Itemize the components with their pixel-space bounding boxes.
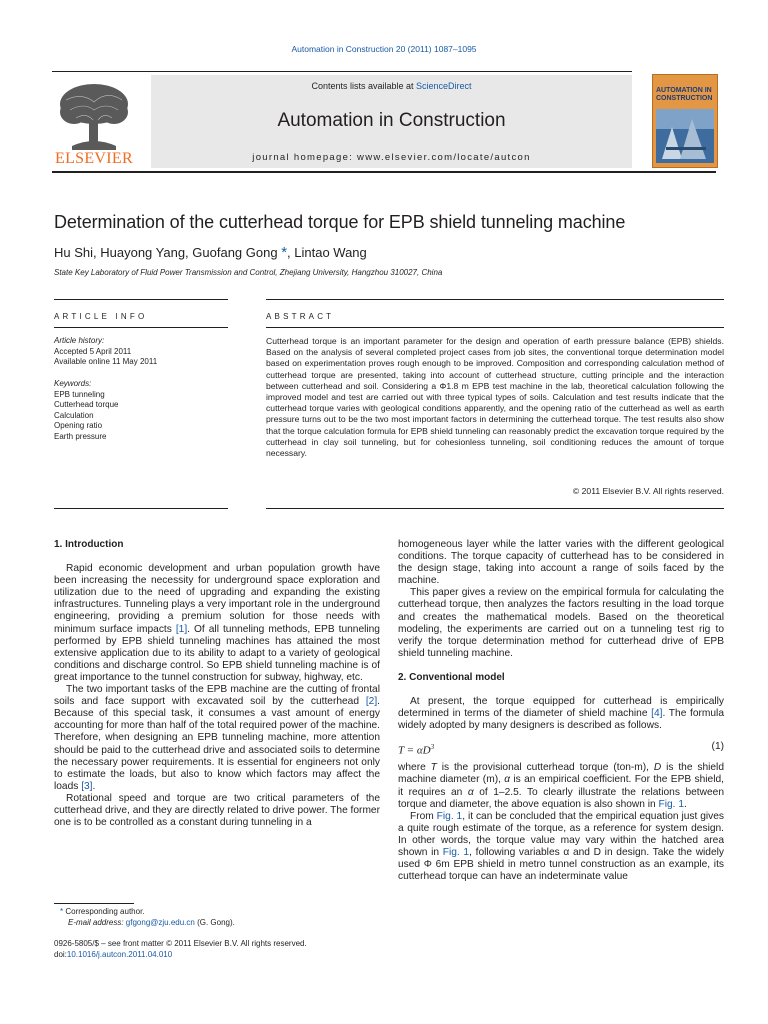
equation-body: T = αD <box>398 744 431 757</box>
abstract-heading: ABSTRACT <box>266 312 335 321</box>
reference-link-3[interactable]: [3] <box>81 780 93 792</box>
paper-title: Determination of the cutterhead torque for EPB shield tunneling machine <box>54 212 626 232</box>
conventional-model-heading: 2. Conventional model <box>398 671 505 683</box>
keyword: EPB tunneling <box>54 389 105 399</box>
symbol-T: T <box>430 762 437 774</box>
abstract-rule-top <box>266 299 724 300</box>
keywords-block <box>54 379 226 442</box>
article-info-rule-top <box>54 299 228 300</box>
text-run: At present, the torque equipped for cutterhead is empirically determined in terms of the diameter of shield machine <box>398 696 724 720</box>
intro-paragraph-3: Rotational speed and torque are two critical parameters of the cutterhead drive, and they are directly related to drive power. The former one is to be controlled as a constant during tunneling in a <box>54 792 380 829</box>
doi-line <box>54 949 454 960</box>
equation-lhs <box>398 741 434 757</box>
text-run: , following variables α and D in design. Take the widely used Φ 6m EPB shield in metro tunnel construction as an example, its cutterhead torque can have an indeterminate value <box>398 846 725 883</box>
elsevier-wordmark: ELSEVIER <box>55 150 133 167</box>
issn-line: 0926-5805/$ – see front matter © 2011 Elsevier B.V. All rights reserved. <box>54 939 307 948</box>
text-run: . Of all tunneling methods, EPB tunneling performed by EPB shield tunneling machines has attained the most extensive application due to its ability to adapt to a variety of geological conditions and discharge control. So EPB shield tunneling machine is of great importance to the tunnel construction for subway, highway, etc. <box>54 623 380 683</box>
reference-link-1[interactable]: [1] <box>175 623 188 635</box>
text-run: , it can be concluded that the empirical equation just gives a quite rough estimate of the torque, as a reference for system design. In other words, the torque value may vary within the hatched area shown in <box>398 810 724 858</box>
article-history <box>54 336 226 368</box>
keywords-label: Keywords: <box>54 379 92 388</box>
abstract-rule-bottom <box>266 508 724 509</box>
affiliation: State Key Laboratory of Fluid Power Transmission and Control, Zhejiang University, Hangzhou 310027, China <box>54 268 443 277</box>
equation-exponent: 3 <box>430 743 435 752</box>
body-right-column <box>398 539 724 883</box>
footnote-rule <box>54 903 134 904</box>
text-run: of 1–2.5. To clearly illustrate the relations between torque and diameter, the above equation is also shown in <box>398 786 724 810</box>
article-info-rule-mid <box>54 327 228 328</box>
figure-link-1[interactable]: Fig. 1 <box>658 798 685 810</box>
keyword: Opening ratio <box>54 421 103 430</box>
cover-image <box>656 109 714 163</box>
symbol-alpha: α <box>467 786 474 798</box>
intro-paragraph-1 <box>54 563 380 684</box>
article-info-rule-bottom <box>54 508 228 509</box>
journal-title: Automation in Construction <box>277 110 506 131</box>
online-date: Available online 11 May 2011 <box>54 357 158 366</box>
text-run: Rapid economic development and urban population growth have been increasing the necessity for underground space exploration and utilization due to the need of upgrading and expanding the existing infrastructures. Tunneling plays a very important role in the underground engineering, providing a premium solution for those needs with minimum surface impacts <box>54 563 380 635</box>
text-run: . <box>684 798 687 810</box>
text-run: . Because of this special task, it consumes a vast amount of energy accounting for more than half of the total required power of the machine. Therefore, when designing an EPB tunneling machine, more attention should be paid to the cutterhead drive and associated soils to determine the necessary power requirements. It is essential for engineers not only to estimate the loads, but also to know which factors may affect the loads <box>54 696 380 792</box>
article-info-heading: ARTICLE INFO <box>54 312 148 321</box>
intro-paragraph-4: This paper gives a review on the empirical formula for calculating the cutterhead torque, then analyzes the factors resulting in the load torque and creates the mathematical models. Based on the theoretical modeling, the experiments are carried out on a tunneling test rig to verify the torque determination method for cutterhead drive of EPB shield tunneling machine. <box>398 587 724 659</box>
figure-link-2[interactable]: Fig. 1 <box>436 810 463 822</box>
footnotes <box>54 906 380 928</box>
symbol-alpha: α <box>504 774 511 786</box>
corresponding-footnote <box>54 906 380 917</box>
footnote-mark: * <box>60 907 64 916</box>
author-list <box>54 244 367 261</box>
abstract-rule-mid <box>266 327 724 328</box>
model-paragraph-2 <box>398 762 724 810</box>
authors-part-2: , Lintao Wang <box>287 245 367 260</box>
text-run: is the provisional cutterhead torque (ton-m), <box>436 762 654 774</box>
model-paragraph-1 <box>398 696 724 732</box>
header-rule-top <box>52 71 632 72</box>
email-link[interactable]: gfgong@zju.edu.cn <box>125 918 195 927</box>
journal-cover-thumbnail[interactable] <box>652 74 718 168</box>
introduction-heading: 1. Introduction <box>54 539 124 550</box>
equation-number: (1) <box>711 741 724 753</box>
text-run: The two important tasks of the EPB machine are the cutting of frontal soils and face support with excavated soil by the cutterhead <box>54 684 380 708</box>
journal-citation[interactable]: Automation in Construction 20 (2011) 1087–1095 <box>291 44 477 54</box>
cover-title: AUTOMATION IN CONSTRUCTION <box>656 87 713 102</box>
corresponding-author-mark[interactable]: * <box>281 244 288 261</box>
figure-link-3[interactable]: Fig. 1 <box>442 846 470 858</box>
doi-prefix: doi: <box>54 950 67 959</box>
text-run: where <box>398 762 431 774</box>
contents-line <box>151 81 632 91</box>
reference-link-4[interactable]: [4] <box>651 708 663 720</box>
authors-part-1: Hu Shi, Huayong Yang, Guofang Gong <box>54 245 282 260</box>
model-paragraph-3 <box>398 811 724 884</box>
keyword: Cutterhead torque <box>54 400 119 409</box>
symbol-D: D <box>653 762 662 774</box>
history-label: Article history: <box>54 336 105 345</box>
sciencedirect-link[interactable]: ScienceDirect <box>416 81 472 91</box>
journal-homepage[interactable]: journal homepage: www.elsevier.com/locate/autcon <box>252 152 531 163</box>
body-left-column <box>54 539 380 829</box>
text-run: is the shield machine diameter (m), <box>398 762 724 786</box>
equation-1 <box>398 732 724 762</box>
front-matter <box>54 938 454 960</box>
text-run: . The formula widely adopted by many designers is described as follows. <box>398 708 724 732</box>
text-run: (G. Gong). <box>194 918 235 927</box>
reference-link-2[interactable]: [2] <box>365 696 378 708</box>
text-run: Corresponding author. <box>65 907 145 916</box>
intro-paragraph-2 <box>54 684 380 793</box>
email-label: E-mail address: <box>68 918 126 927</box>
accepted-date: Accepted 5 April 2011 <box>54 346 132 356</box>
keyword: Earth pressure <box>54 431 107 441</box>
email-footnote <box>54 917 380 928</box>
contents-prefix: Contents lists available at <box>311 81 417 91</box>
text-run: . <box>92 780 96 792</box>
text-run: From <box>410 810 437 822</box>
abstract-text: Cutterhead torque is an important parameter for the design and operation of earth pressure balance (EPB) shields. Based on the analysis of several completed project cases from job sites, the conventional torque determination model based on experimentation proves rough enough to be improved. Composition and corresponding calculation method of cutterhead torque are presented, taking into account of cutterhead structure, cutting principle and the interaction between cutterhead and soil. Considering a Φ1.8 m EPB test machine in the lab, theoretical calculation following the improved model and test are carried out with three typical types of soils. Calculation and test results indicate that the cutterhead torque varies with geological conditions apparently, and the opening ratio of the cutterhead as well as earth pressure turns out to be the two most important factors in determining the cutterhead torque. The test results also show that the torque calculation formula for EPB shield tunneling can reasonably predict the excavation torque required by the cutterhead in clay soil tunneling, but for cohesionless tunneling, soil conditioning reduces the amount of torque necessary. <box>266 336 724 459</box>
text-run: is an empirical coefficient. For the EPB shield, it requires an <box>398 774 724 798</box>
header-rule-bottom <box>52 171 716 173</box>
keyword: Calculation <box>54 410 94 420</box>
abstract-copyright: © 2011 Elsevier B.V. All rights reserved. <box>572 486 724 496</box>
intro-paragraph-3-continued: homogeneous layer while the latter varies with the different geological conditions. The torque capacity of cutterhead has to be considered in the design stage, taking into account a range of soils faced by the machine. <box>398 539 724 587</box>
doi-link[interactable]: 10.1016/j.autcon.2011.04.010 <box>66 950 173 959</box>
